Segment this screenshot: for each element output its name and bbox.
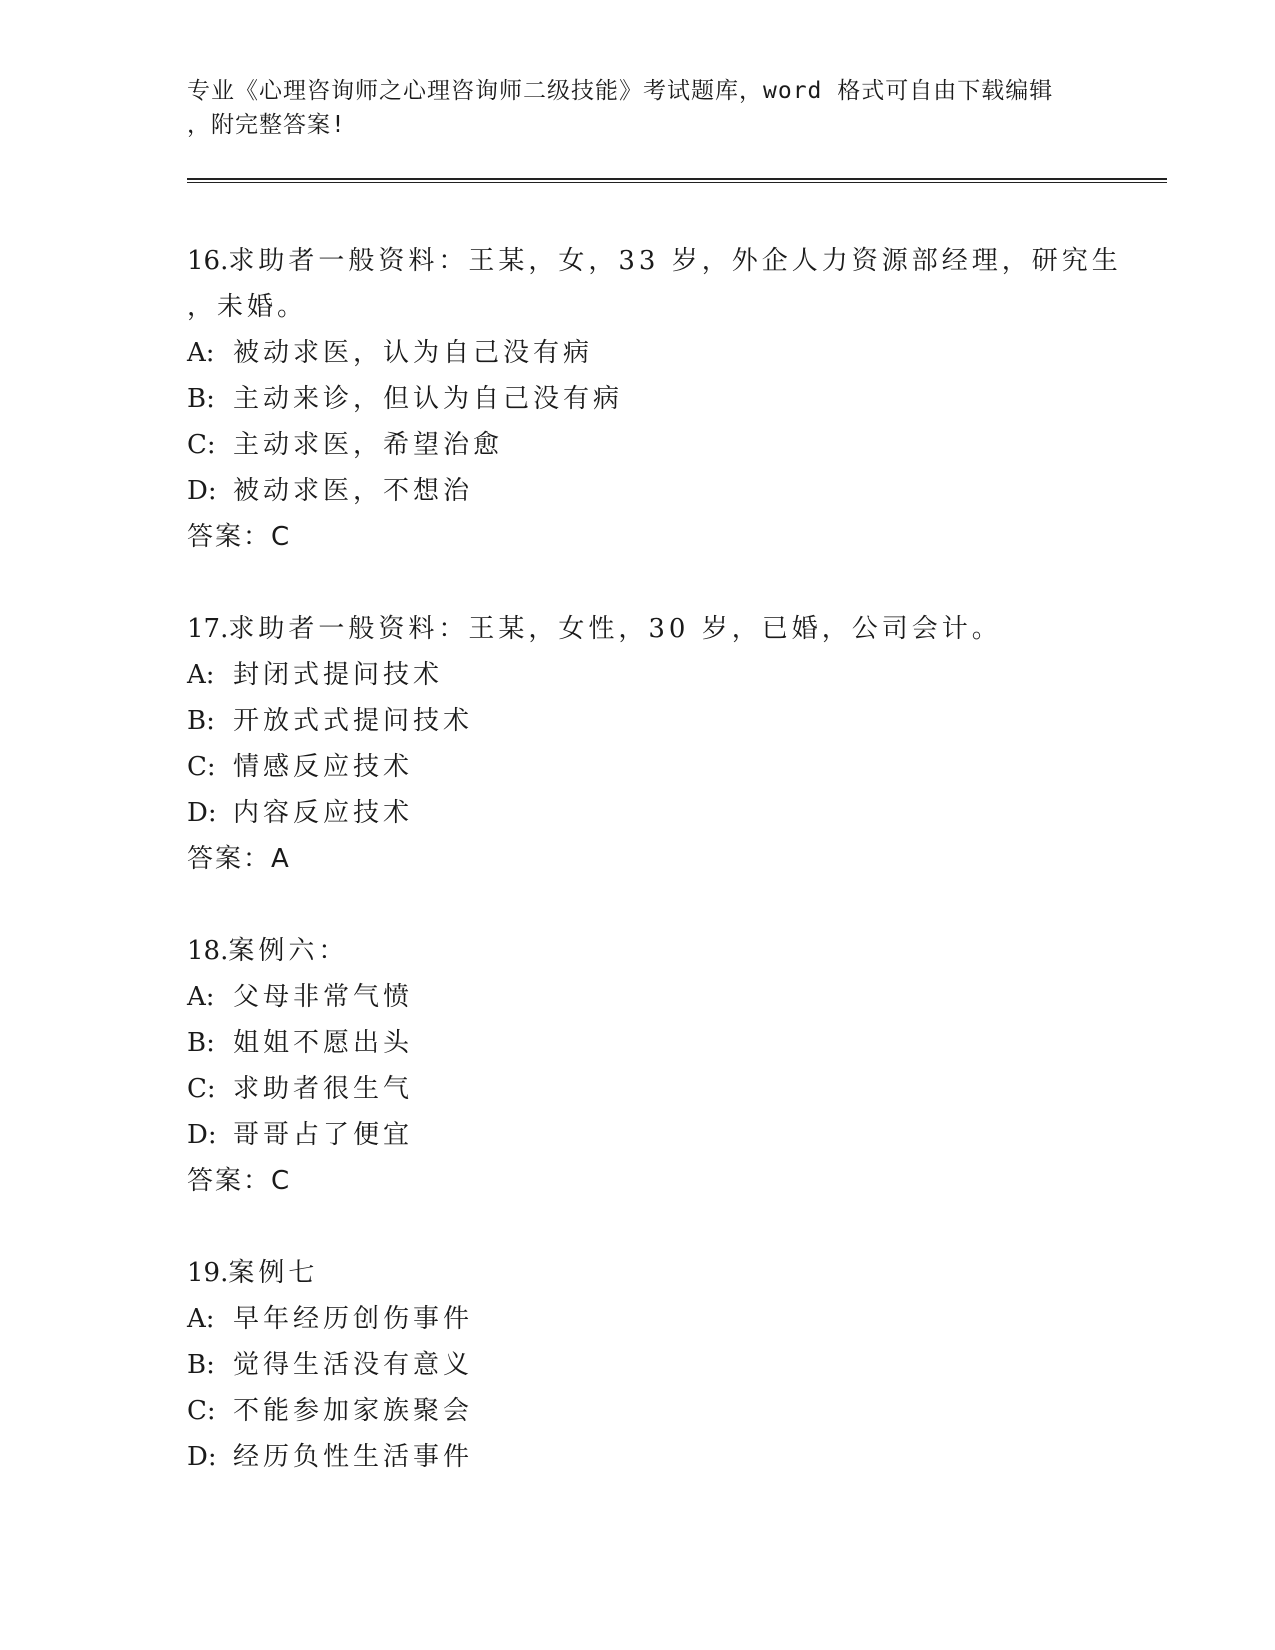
option-letter: C: [187,430,216,460]
question-stem-text: 求助者一般资料：王某，女性，30 岁，已婚，公司会计。 [228,614,1002,644]
header-line-2: ，附完整答案! [187,112,346,138]
option-text: 开放式式提问技术 [233,706,474,736]
option-b [187,376,1167,422]
option-d [187,468,1167,514]
header-line-1: 专业《心理咨询师之心理咨询师二级技能》考试题库，word 格式可自由下载编辑 [187,78,1054,104]
option-a [187,1296,1167,1342]
question-stem-text: 案例六： [228,936,349,966]
option-text: 不能参加家族聚会 [233,1396,474,1426]
option-c [187,422,1167,468]
answer-line: 答案：C [187,1166,292,1196]
answer-line: 答案：C [187,522,292,552]
option-text: 主动求医，希望治愈 [233,430,504,460]
option-letter: D: [187,476,217,506]
question-17 [187,606,1167,882]
option-letter: B: [187,384,215,414]
option-letter: C: [187,752,216,782]
option-b [187,1020,1167,1066]
option-letter: C: [187,1074,216,1104]
option-letter: D: [187,798,217,828]
question-stem [187,238,1167,284]
question-number: 17. [187,614,229,644]
option-c [187,1066,1167,1112]
answer-line: 答案：A [187,844,291,874]
option-text: 被动求医，认为自己没有病 [233,338,594,368]
option-letter: D: [187,1120,217,1150]
question-stem-text: 求助者一般资料：王某，女，33 岁，外企人力资源部经理，研究生 [228,246,1122,276]
option-d [187,790,1167,836]
question-stem [187,928,1167,974]
option-letter: A: [187,982,215,1012]
option-b [187,698,1167,744]
question-16 [187,238,1167,560]
question-list [187,238,1167,1526]
option-text: 觉得生活没有意义 [233,1350,474,1380]
option-letter: B: [187,1350,215,1380]
option-letter: B: [187,1028,215,1058]
option-text: 被动求医，不想治 [233,476,474,506]
option-letter: C: [187,1396,216,1426]
option-text: 求助者很生气 [233,1074,414,1104]
option-d [187,1434,1167,1480]
question-number: 19. [187,1258,229,1288]
option-letter: A: [187,338,215,368]
option-letter: A: [187,660,215,690]
option-c [187,1388,1167,1434]
option-text: 早年经历创伤事件 [233,1304,474,1334]
question-18 [187,928,1167,1204]
option-letter: A: [187,1304,215,1334]
question-number: 18. [187,936,229,966]
option-a [187,330,1167,376]
option-text: 姐姐不愿出头 [233,1028,414,1058]
document-header [187,74,1067,142]
option-a [187,974,1167,1020]
option-letter: D: [187,1442,217,1472]
option-letter: B: [187,706,215,736]
option-text: 内容反应技术 [233,798,414,828]
question-stem-continuation: ，未婚。 [187,292,308,322]
question-stem [187,1250,1167,1296]
option-text: 封闭式提问技术 [233,660,444,690]
option-text: 情感反应技术 [233,752,414,782]
question-stem [187,606,1167,652]
option-c [187,744,1167,790]
option-text: 经历负性生活事件 [233,1442,474,1472]
option-text: 父母非常气愤 [233,982,414,1012]
question-19 [187,1250,1167,1480]
option-a [187,652,1167,698]
option-text: 主动来诊，但认为自己没有病 [233,384,624,414]
option-b [187,1342,1167,1388]
question-number: 16. [187,246,229,276]
question-stem-text: 案例七 [228,1258,319,1288]
option-text: 哥哥占了便宜 [233,1120,414,1150]
option-d [187,1112,1167,1158]
header-divider [187,178,1167,183]
